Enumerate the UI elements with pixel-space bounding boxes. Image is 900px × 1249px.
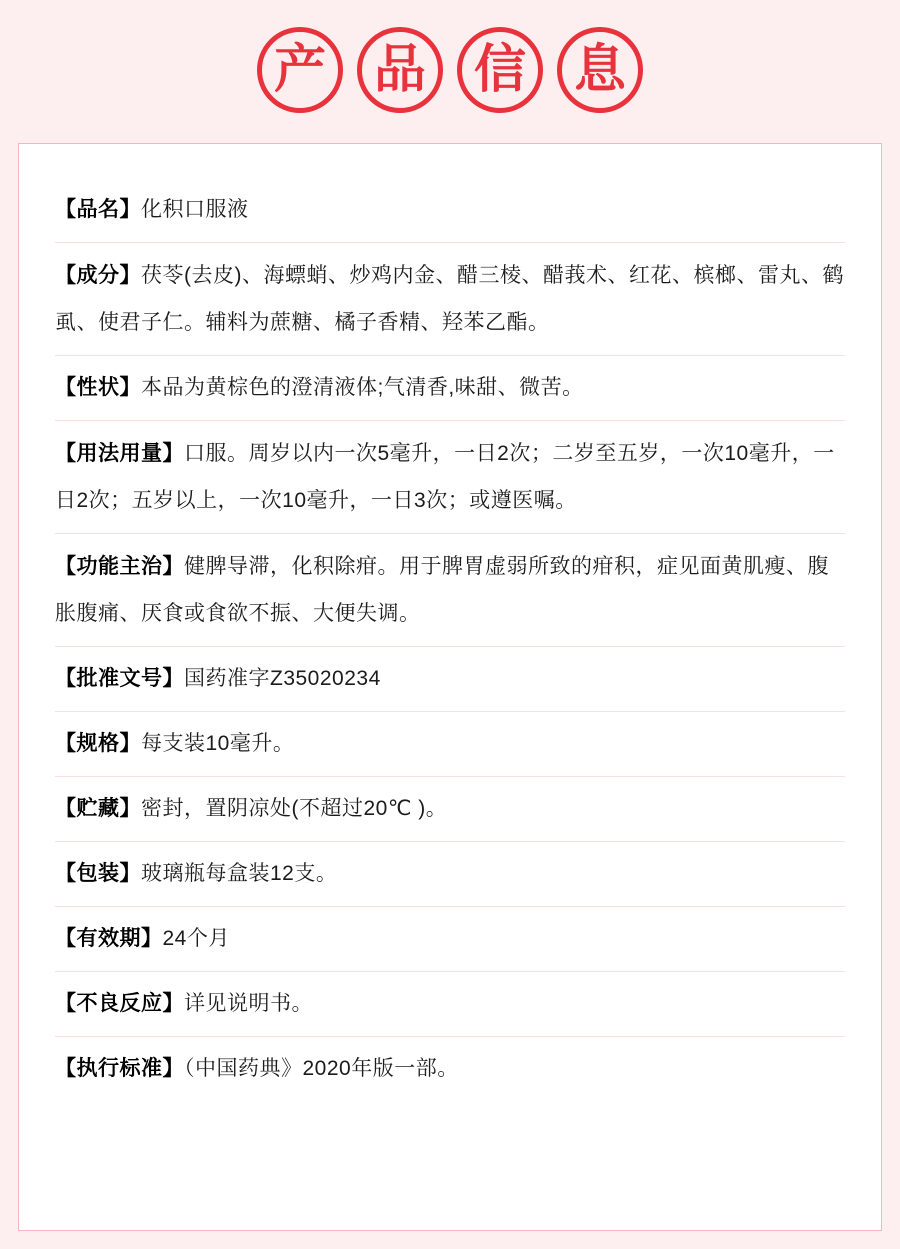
info-row-approval-number bbox=[55, 647, 845, 712]
header-char-1: 产 bbox=[257, 27, 343, 113]
header-char-4: 息 bbox=[557, 27, 643, 113]
row-label: 【规格】 bbox=[55, 732, 141, 755]
info-row-ingredients bbox=[55, 243, 845, 356]
row-label: 【包装】 bbox=[55, 862, 141, 885]
info-row-product-name bbox=[55, 178, 845, 243]
info-row-standard bbox=[55, 1037, 845, 1101]
info-row-list bbox=[55, 178, 845, 1101]
row-label: 【功能主治】 bbox=[55, 555, 184, 578]
product-info-header bbox=[0, 0, 900, 140]
row-label: 【不良反应】 bbox=[55, 992, 184, 1015]
row-value: 每支装10毫升。 bbox=[141, 732, 295, 755]
row-label: 【有效期】 bbox=[55, 927, 163, 950]
info-row-adverse-reactions bbox=[55, 972, 845, 1037]
row-value: 密封，置阴凉处(不超过20℃ )。 bbox=[141, 797, 448, 820]
info-row-storage bbox=[55, 777, 845, 842]
header-char-2: 品 bbox=[357, 27, 443, 113]
info-row-dosage bbox=[55, 421, 845, 534]
row-label: 【成分】 bbox=[55, 264, 141, 287]
row-value: 玻璃瓶每盒装12支。 bbox=[141, 862, 338, 885]
header-char-3: 信 bbox=[457, 27, 543, 113]
row-value: 24个月 bbox=[162, 927, 230, 950]
info-row-shelf-life bbox=[55, 907, 845, 972]
row-label: 【用法用量】 bbox=[55, 442, 184, 465]
info-row-specification bbox=[55, 712, 845, 777]
row-value: 茯苓(去皮)、海螵蛸、炒鸡内金、醋三棱、醋莪术、红花、槟榔、雷丸、鹤虱、使君子仁。辅料为蔗糖、橘子香精、羟苯乙酯。 bbox=[55, 264, 844, 334]
row-label: 【品名】 bbox=[55, 198, 141, 221]
info-row-packaging bbox=[55, 842, 845, 907]
row-label: 【贮藏】 bbox=[55, 797, 141, 820]
row-value: 化积口服液 bbox=[141, 198, 249, 221]
info-row-appearance bbox=[55, 356, 845, 421]
info-row-indications bbox=[55, 534, 845, 647]
row-value: 口服。周岁以内一次5毫升，一日2次；二岁至五岁，一次10毫升，一日2次；五岁以上，一次10毫升，一日3次；或遵医嘱。 bbox=[55, 442, 835, 512]
row-label: 【批准文号】 bbox=[55, 667, 184, 690]
row-value: 详见说明书。 bbox=[184, 992, 313, 1015]
row-value: 本品为黄棕色的澄清液体;气清香,味甜、微苦。 bbox=[141, 376, 584, 399]
row-value: （中国药典》2020年版一部。 bbox=[184, 1057, 459, 1080]
product-info-card bbox=[18, 143, 882, 1231]
row-label: 【性状】 bbox=[55, 376, 141, 399]
row-value: 国药准字Z35020234 bbox=[184, 667, 381, 690]
row-value: 健脾导滞，化积除疳。用于脾胃虚弱所致的疳积，症见面黄肌瘦、腹胀腹痛、厌食或食欲不振、大便失调。 bbox=[55, 555, 829, 625]
row-label: 【执行标准】 bbox=[55, 1057, 184, 1080]
